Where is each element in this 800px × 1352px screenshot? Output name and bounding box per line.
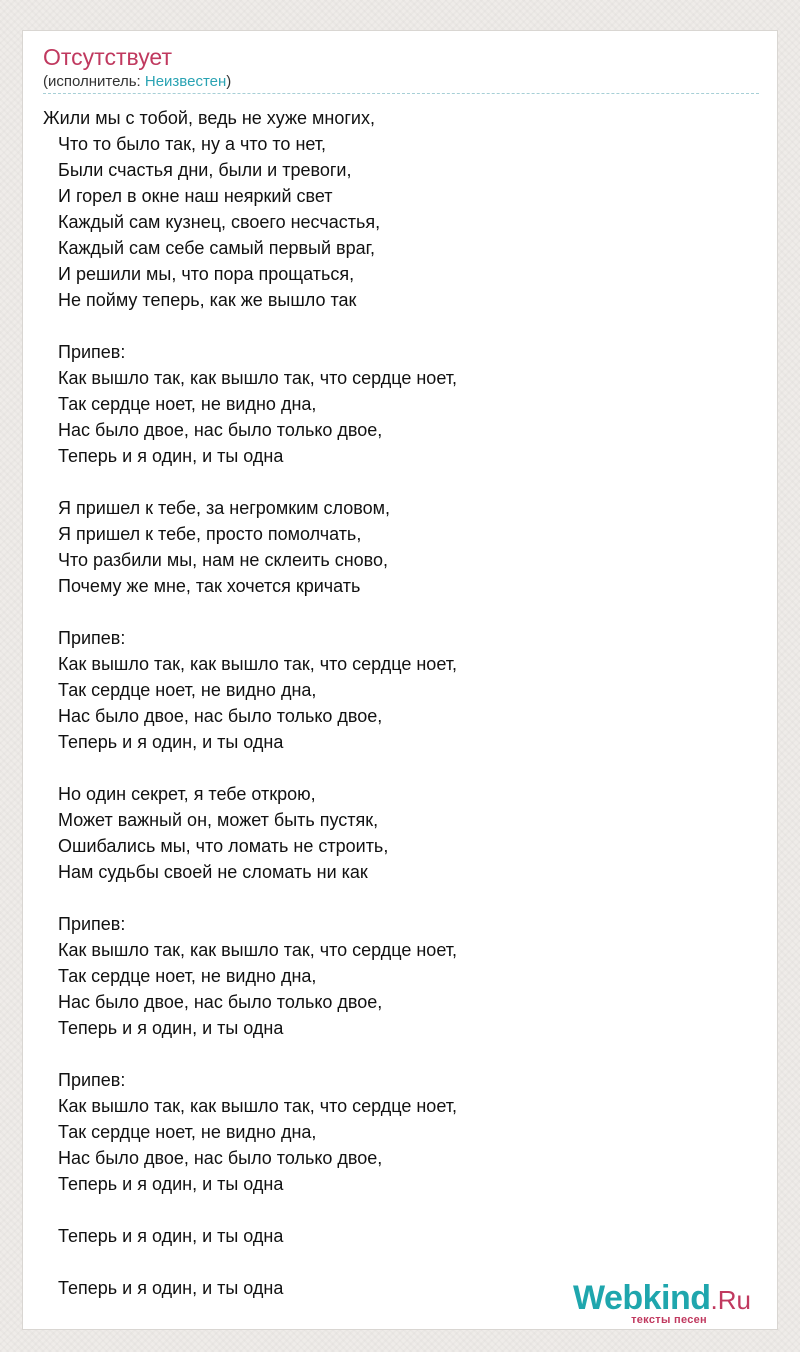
artist-line [43,72,231,92]
lyrics-text: Жили мы с тобой, ведь не хуже многих, Что то было так, ну а что то нет, Были счастья дни, были и тревоги, И горел в окне наш неяркий свет Каждый сам кузнец, своего несчастья, Каждый сам себе самый первый враг, И решили мы, что пора прощаться, Не пойму теперь, как же вышло так Припев: Как вышло так, как вышло так, что сердце ноет, Так сердце ноет, не видно дна, Нас было двое, нас было только двое, Теперь и я один, и ты одна Я пришел к тебе, за негромким словом, Я пришел к тебе, просто помолчать, Что разбили мы, нам не склеить сново, Почему же мне, так хочется кричать Припев: Как вышло так, как вышло так, что сердце ноет, Так сердце ноет, не видно дна, Нас было двое, нас было только двое, Теперь и я один, и ты одна Но один секрет, я тебе открою, Может важный он, может быть пустяк, Ошибались мы, что ломать не строить, Нам судьбы своей не сломать ни как Припев: Как вышло так, как вышло так, что сердце ноет, Так сердце ноет, не видно дна, Нас было двое, нас было только двое, Теперь и я один, и ты одна Припев: Как вышло так, как вышло так, что сердце ноет, Так сердце ноет, не видно дна, Нас было двое, нас было только двое, Теперь и я один, и ты одна Теперь и я один, и ты одна Теперь и я один, и ты одна [43,108,457,1298]
artist-suffix: ) [226,73,232,90]
logo-word: Webkind [572,1279,711,1317]
logo-tagline: тексты песен [631,1314,707,1326]
song-title: Отсутствует [43,44,172,70]
artist-prefix: (исполнитель: [43,73,145,90]
lyrics-card [22,30,778,1330]
artist-link[interactable]: Неизвестен [144,73,227,90]
header-divider [43,93,759,94]
logo-tld: .Ru [710,1285,751,1315]
site-logo[interactable] [561,1281,751,1325]
